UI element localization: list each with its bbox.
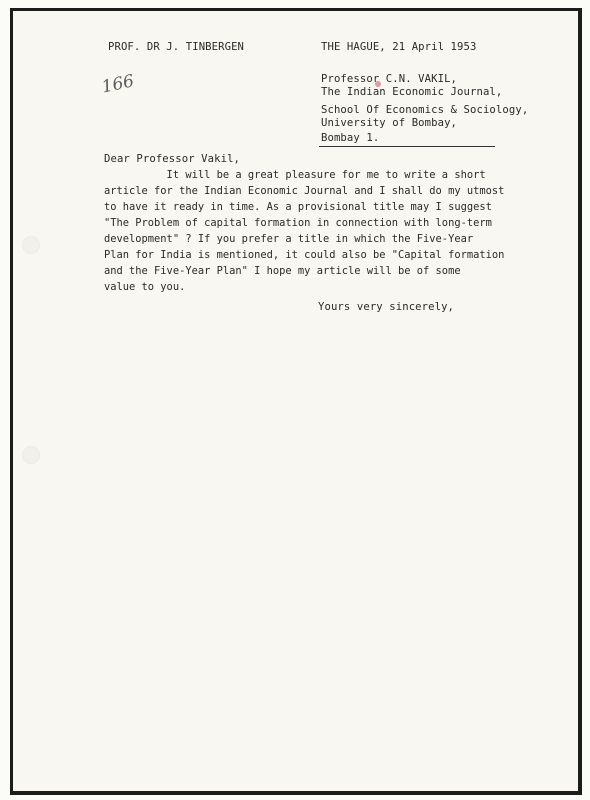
punch-hole: [22, 236, 40, 254]
scan-border-left: [10, 8, 13, 794]
scan-border-top: [10, 8, 581, 11]
addressee-city: Bombay 1.: [321, 132, 380, 144]
body-line: It will be a great pleasure for me to write a short: [104, 169, 486, 181]
body-line: to have it ready in time. As a provisional title may I suggest: [104, 201, 492, 213]
scan-border-right: [578, 8, 582, 794]
address-underline: [319, 146, 495, 147]
scan-border-bottom: [10, 791, 582, 795]
body-line: "The Problem of capital formation in connection with long-term: [104, 217, 492, 229]
body-line: development" ? If you prefer a title in which the Five-Year: [104, 233, 474, 245]
archive-number-handwritten: 166: [100, 71, 136, 98]
body-line: value to you.: [104, 281, 186, 293]
body-line: Plan for India is mentioned, it could also be "Capital formation: [104, 249, 505, 261]
body-line: article for the Indian Economic Journal and I shall do my utmost: [104, 185, 505, 197]
sender-name: PROF. DR J. TINBERGEN: [108, 41, 245, 53]
addressee-line: University of Bombay,: [321, 117, 458, 129]
addressee-line: School Of Economics & Sociology,: [321, 104, 529, 116]
punch-hole: [22, 446, 40, 464]
salutation: Dear Professor Vakil,: [104, 153, 241, 165]
addressee-line: Professor C.N. VAKIL,: [321, 73, 458, 85]
place-date: THE HAGUE, 21 April 1953: [321, 41, 477, 53]
addressee-line: The Indian Economic Journal,: [321, 86, 503, 98]
closing: Yours very sincerely,: [318, 301, 455, 313]
body-line: and the Five-Year Plan" I hope my article will be of some: [104, 265, 461, 277]
letter-page: [13, 11, 578, 791]
